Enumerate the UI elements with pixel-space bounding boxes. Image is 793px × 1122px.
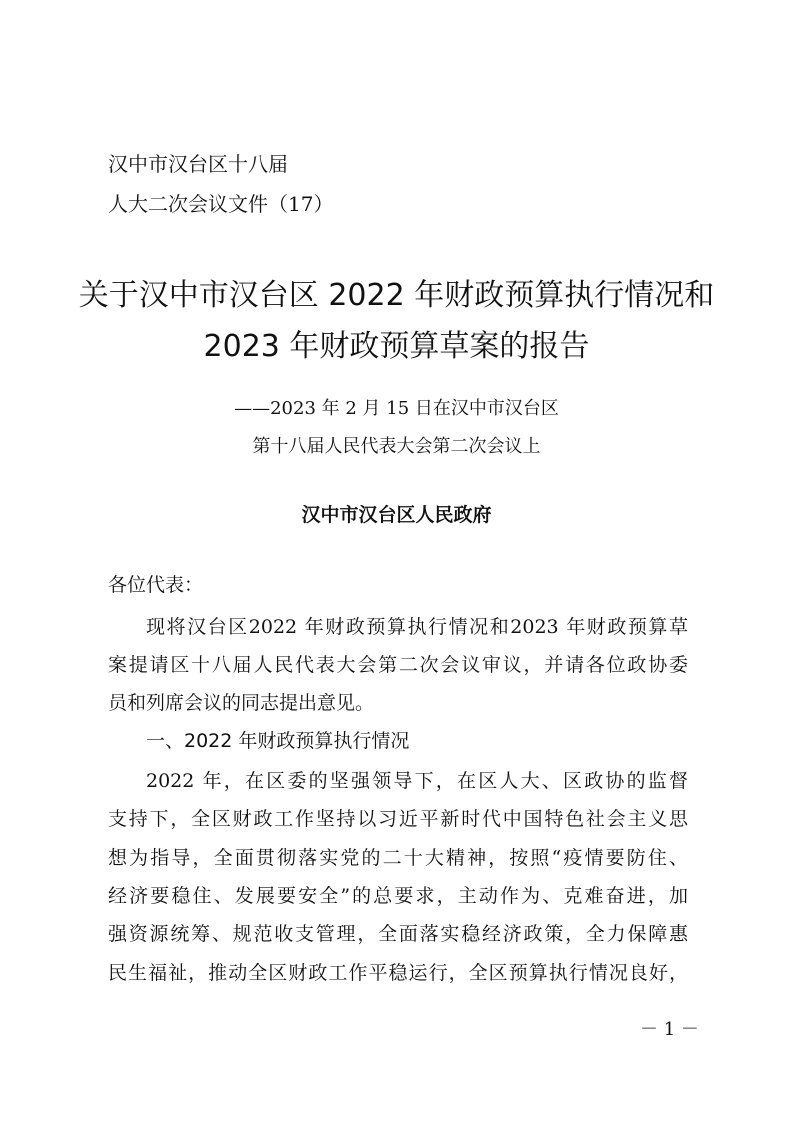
body-line: 经济要稳住、发展要安全”的总要求，主动作为、克难奋进，加 xyxy=(108,885,688,907)
report-subtitle-line-2: 第十八届人民代表大会第二次会议上 xyxy=(252,436,541,457)
issuer: 汉中市汉台区人民政府 xyxy=(301,504,492,526)
body-line: 强资源统筹、规范收支管理，全面落实稳经济政策，全力保障惠 xyxy=(108,923,688,945)
body-line: 2022 年，在区委的坚强领导下，在区人大、区政协的监督 xyxy=(146,770,688,792)
report-subtitle-line-1: ——2023 年 2 月 15 日在汉中市汉台区 xyxy=(234,398,559,419)
file-reference-line-2: 人大二次会议文件（17） xyxy=(108,192,334,216)
intro-line: 案提请区十八届人民代表大会第二次会议审议，并请各位政协委 xyxy=(108,654,688,676)
body-line: 民生福祉，推动全区财政工作平稳运行，全区预算执行情况良好， xyxy=(108,962,688,984)
salutation: 各位代表： xyxy=(108,574,204,596)
intro-line: 现将汉台区2022 年财政预算执行情况和2023 年财政预算草 xyxy=(146,616,688,638)
file-reference-line-1: 汉中市汉台区十八届 xyxy=(108,152,288,176)
body-line: 想为指导，全面贯彻落实党的二十大精神，按照“疫情要防住、 xyxy=(108,847,688,869)
body-line: 支持下，全区财政工作坚持以习近平新时代中国特色社会主义思 xyxy=(108,808,688,830)
report-title-line-2: 2023 年财政预算草案的报告 xyxy=(203,329,590,364)
intro-line: 员和列席会议的同志提出意见。 xyxy=(108,692,375,714)
report-title-line-1: 关于汉中市汉台区 2022 年财政预算执行情况和 xyxy=(78,278,715,313)
section-heading: 一、2022 年财政预算执行情况 xyxy=(146,730,410,752)
page-number: － 1 － xyxy=(640,1019,699,1040)
